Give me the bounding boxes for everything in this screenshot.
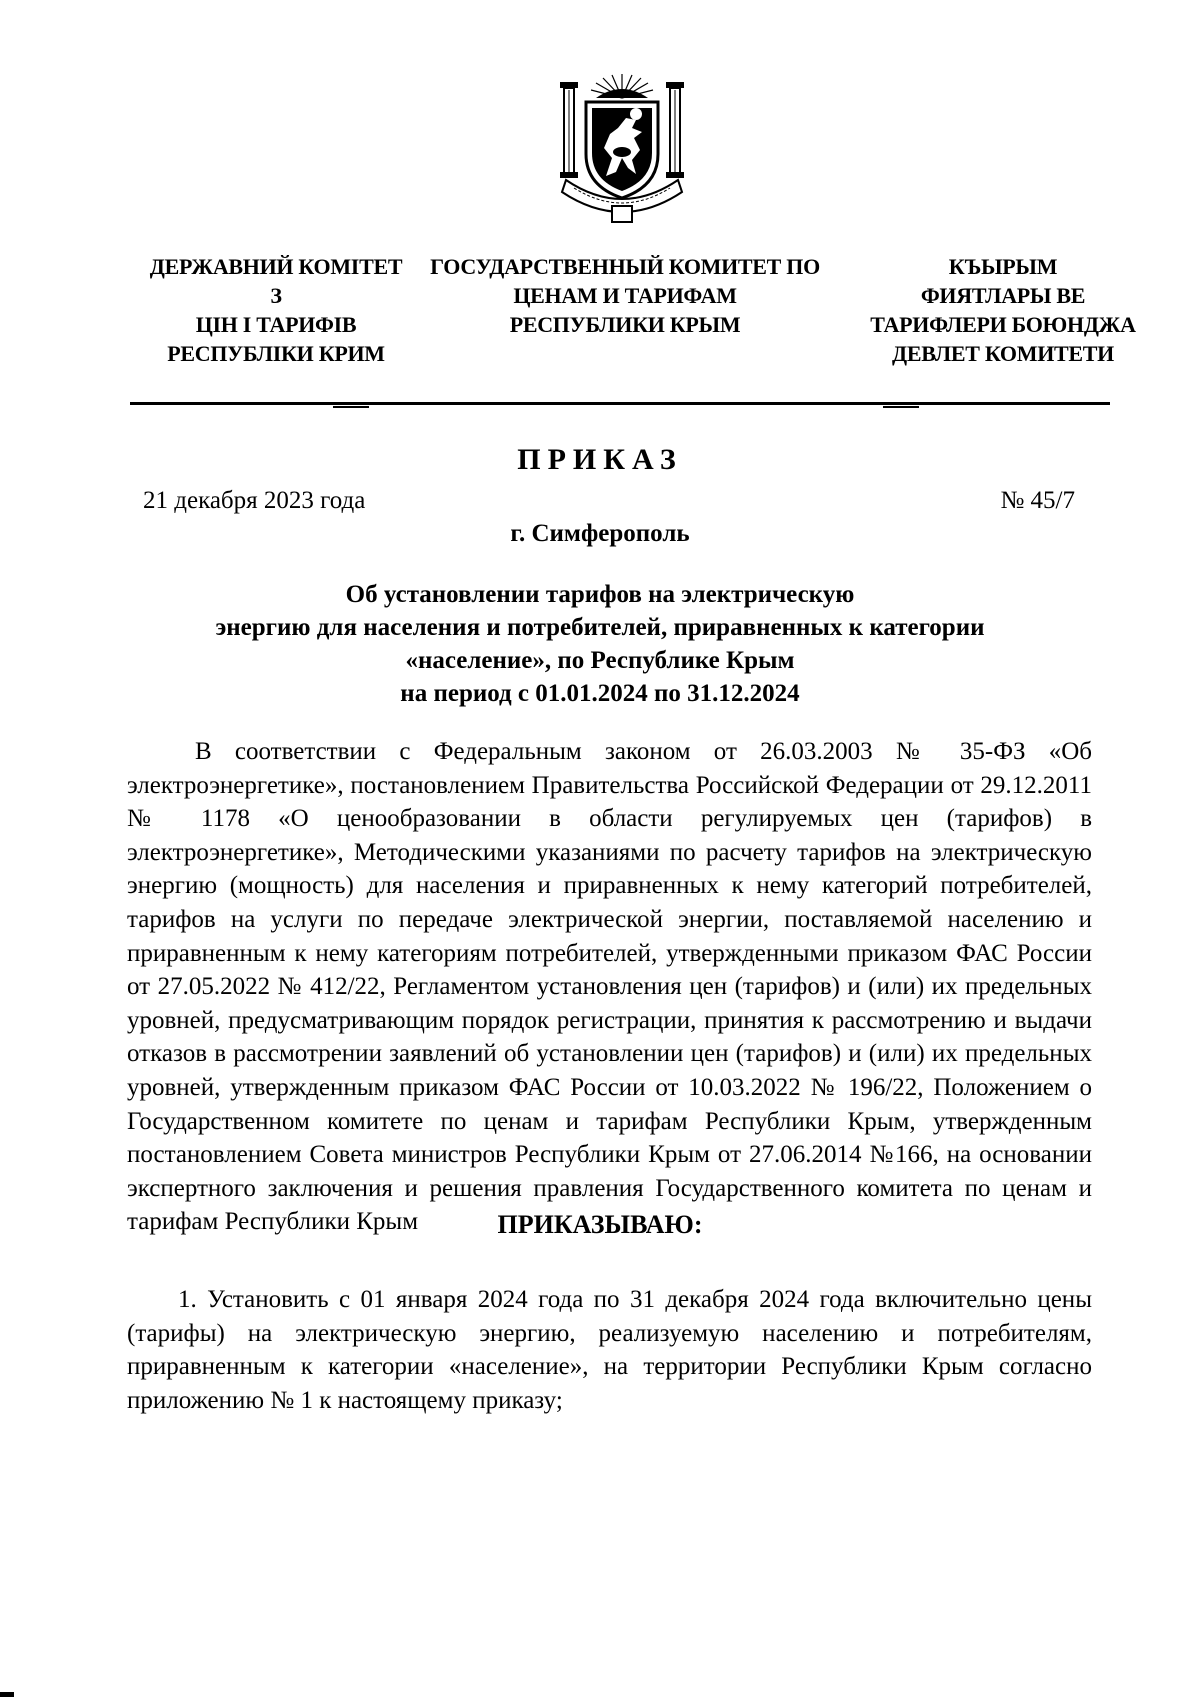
order-item-1: 1. Установить с 01 января 2024 года по 31 декабря 2024 года включительно цены (тарифы) на электрическую энергию, реализуемую населению и потребителям, приравненным к категории «население», на территории Республики Крым согласно приложению № 1 к настоящему приказу; xyxy=(127,1286,1092,1414)
org-uk-line: З xyxy=(270,283,282,308)
org-ru-line: ЦЕНАМ И ТАРИФАМ xyxy=(513,283,737,308)
subject-line: на период с 01.01.2024 по 31.12.2024 xyxy=(400,680,800,707)
org-ru-line: РЕСПУБЛИКИ КРЫМ xyxy=(509,312,741,337)
org-name-ukrainian xyxy=(138,252,414,368)
org-crh-line: ТАРИФЛЕРИ БОЮНДЖА xyxy=(870,312,1136,337)
document-city: г. Симферополь xyxy=(510,520,690,547)
org-uk-line: ЦІН І ТАРИФІВ xyxy=(195,312,357,337)
page-edge-mark xyxy=(0,1692,14,1697)
header-divider xyxy=(130,402,1110,405)
org-uk-line: ДЕРЖАВНИЙ КОМІТЕТ xyxy=(149,254,403,279)
divider-tick xyxy=(883,406,919,408)
document-title: ПРИКАЗ xyxy=(517,443,683,476)
org-name-russian xyxy=(430,252,820,339)
document-subject xyxy=(0,578,1200,710)
preamble-paragraph: В соответствии с Федеральным законом от 26.03.2003 № 35-ФЗ «Об электроэнергетике», постановлением Правительства Российской Федерации от 29.12.2011 № 1178 «О ценообразовании в области регулируемых цен (тарифов) в электроэнергетике», Методическими указаниями по расчету тарифов на электрическую энергию (мощность) для населения и приравненных к нему категорий потребителей, тарифов на услуги по передаче электрической энергии, поставляемой населению и приравненным к нему категориям потребителей, утвержденными приказом ФАС России от 27.05.2022 № 412/22, Регламентом установления цен (тарифов) и (или) их предельных уровней, предусматривающим порядок регистрации, принятия к рассмотрению и выдачи отказов в рассмотрении заявлений об установлении цен (тарифов) и (или) их предельных уровней, утвержденным приказом ФАС России от 10.03.2022 № 196/22, Положением о Государственном комитете по ценам и тарифам Республики Крым, утвержденным постановлением Совета министров Республики Крым от 27.06.2014 №166, на основании экспертного заключения и решения правления Государственного комитета по ценам и тарифам Республики Крым xyxy=(127,738,1092,1236)
subject-line: Об установлении тарифов на электрическую xyxy=(345,581,855,608)
org-crh-line: КЪЫРЫМ xyxy=(948,254,1058,279)
document-number: № 45/7 xyxy=(1000,487,1075,514)
decree-heading: ПРИКАЗЫВАЮ: xyxy=(497,1210,703,1239)
subject-line: «население», по Республике Крым xyxy=(405,647,795,674)
org-crh-line: ФИЯТЛАРЫ ВЕ xyxy=(920,283,1086,308)
document-date: 21 декабря 2023 года xyxy=(143,487,366,514)
org-ru-line: ГОСУДАРСТВЕННЫЙ КОМИТЕТ ПО xyxy=(430,254,820,279)
subject-line: энергию для населения и потребителей, приравненных к категории xyxy=(215,614,985,641)
org-name-crimean-tatar xyxy=(858,252,1148,368)
crimea-coat-of-arms-icon xyxy=(552,68,692,226)
org-uk-line: РЕСПУБЛІКИ КРИМ xyxy=(167,341,385,366)
org-crh-line: ДЕВЛЕТ КОМИТЕТИ xyxy=(892,341,1114,366)
divider-tick xyxy=(333,406,369,408)
